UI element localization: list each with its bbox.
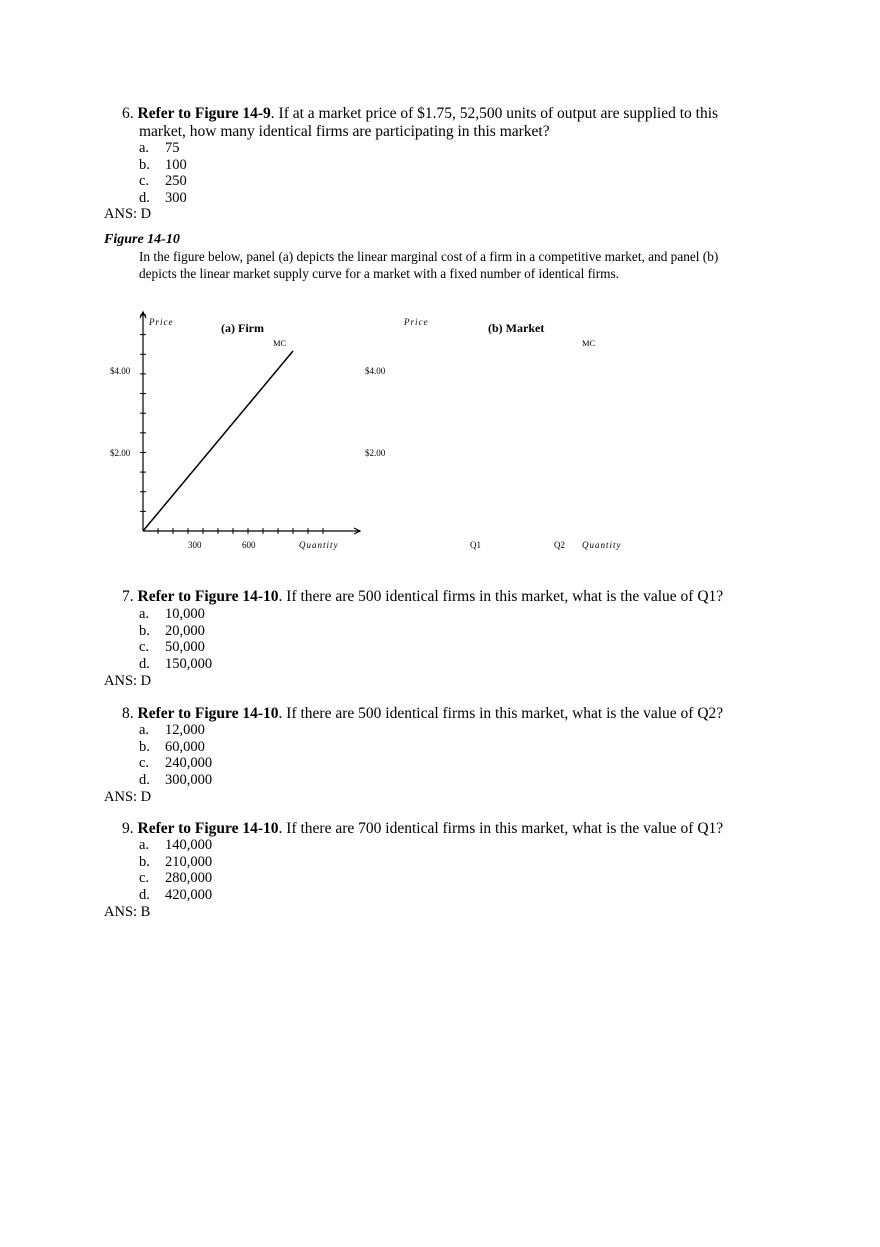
option-a: a. 12,000 (139, 722, 205, 738)
figure-reference: Refer to Figure 14-10 (137, 705, 279, 722)
question-number: 7. (122, 588, 134, 605)
figure-reference: Refer to Figure 14-9 (137, 105, 271, 122)
options-6 (139, 140, 187, 207)
option-c: c. 280,000 (139, 870, 213, 887)
question-text: . If there are 700 identical firms in this market, what is the value of Q1? (278, 820, 724, 837)
question-9 (122, 820, 723, 838)
answer-6: ANS: D (104, 206, 152, 222)
options-8 (139, 722, 212, 789)
figure-title: Figure 14-10 (104, 232, 180, 247)
panel-b-ytick-4: $4.00 (365, 366, 386, 376)
options-7 (139, 606, 212, 673)
panel-a-quantity-label: Quantity (299, 540, 339, 550)
panel-a-firm (110, 312, 360, 550)
panel-a-xtick-300: 300 (188, 540, 202, 550)
option-c: c. 240,000 (139, 755, 213, 772)
question-6 (122, 105, 718, 123)
option-a: a. 75 (139, 140, 180, 156)
figure-reference: Refer to Figure 14-10 (137, 820, 279, 837)
panel-a-ytick-4: $4.00 (110, 366, 131, 376)
panel-a-price-label: Price (149, 317, 174, 327)
option-d: d. 300 (139, 190, 187, 207)
option-d: d. 420,000 (139, 887, 213, 904)
panel-b-market (365, 317, 622, 550)
question-7 (122, 588, 723, 606)
option-d: d. 300,000 (139, 772, 213, 789)
figure-description-line1: In the figure below, panel (a) depicts the linear marginal cost of a firm in a competitive market, and panel (b) (139, 249, 719, 264)
figure-reference: Refer to Figure 14-10 (137, 588, 279, 605)
question-number: 8. (122, 705, 134, 722)
question-text: . If there are 500 identical firms in this market, what is the value of Q2? (278, 705, 724, 722)
options-9 (139, 837, 212, 904)
option-b: b. 20,000 (139, 622, 205, 639)
panel-b-xtick-q2: Q2 (554, 540, 565, 550)
option-a: a. 10,000 (139, 606, 205, 622)
panel-b-price-label: Price (404, 317, 429, 327)
question-text: . If there are 500 identical firms in this market, what is the value of Q1? (278, 588, 724, 605)
option-b: b. 100 (139, 156, 187, 173)
panel-b-ytick-2: $2.00 (365, 448, 386, 458)
panel-b-xtick-q1: Q1 (470, 540, 481, 550)
panel-a-mc-label: MC (273, 338, 287, 348)
question-text: . If at a market price of $1.75, 52,500 units of output are supplied to this (270, 105, 719, 122)
option-a: a. 140,000 (139, 837, 213, 853)
question-number: 6. (122, 105, 134, 122)
panel-b-mc-label: MC (582, 338, 596, 348)
panel-a-axes (140, 312, 360, 534)
panel-a-title: (a) Firm (221, 321, 264, 335)
figure-description-line2: depicts the linear market supply curve for a market with a fixed number of identical firms. (139, 266, 619, 281)
question-8 (122, 705, 723, 723)
panel-a-xtick-600: 600 (242, 540, 256, 550)
option-c: c. 250 (139, 173, 187, 190)
panel-a-mc-curve (143, 351, 293, 531)
answer-8: ANS: D (104, 789, 152, 805)
option-c: c. 50,000 (139, 639, 205, 656)
answer-7: ANS: D (104, 673, 152, 689)
answer-9: ANS: B (104, 904, 151, 920)
panel-a-ytick-2: $2.00 (110, 448, 131, 458)
option-b: b. 60,000 (139, 738, 205, 755)
option-b: b. 210,000 (139, 853, 213, 870)
question-6-line2: market, how many identical firms are participating in this market? (139, 123, 550, 140)
panel-b-quantity-label: Quantity (582, 540, 622, 550)
question-number: 9. (122, 820, 134, 837)
panel-b-title: (b) Market (488, 321, 545, 335)
figure-14-10-chart (0, 300, 880, 600)
option-d: d. 150,000 (139, 656, 213, 673)
